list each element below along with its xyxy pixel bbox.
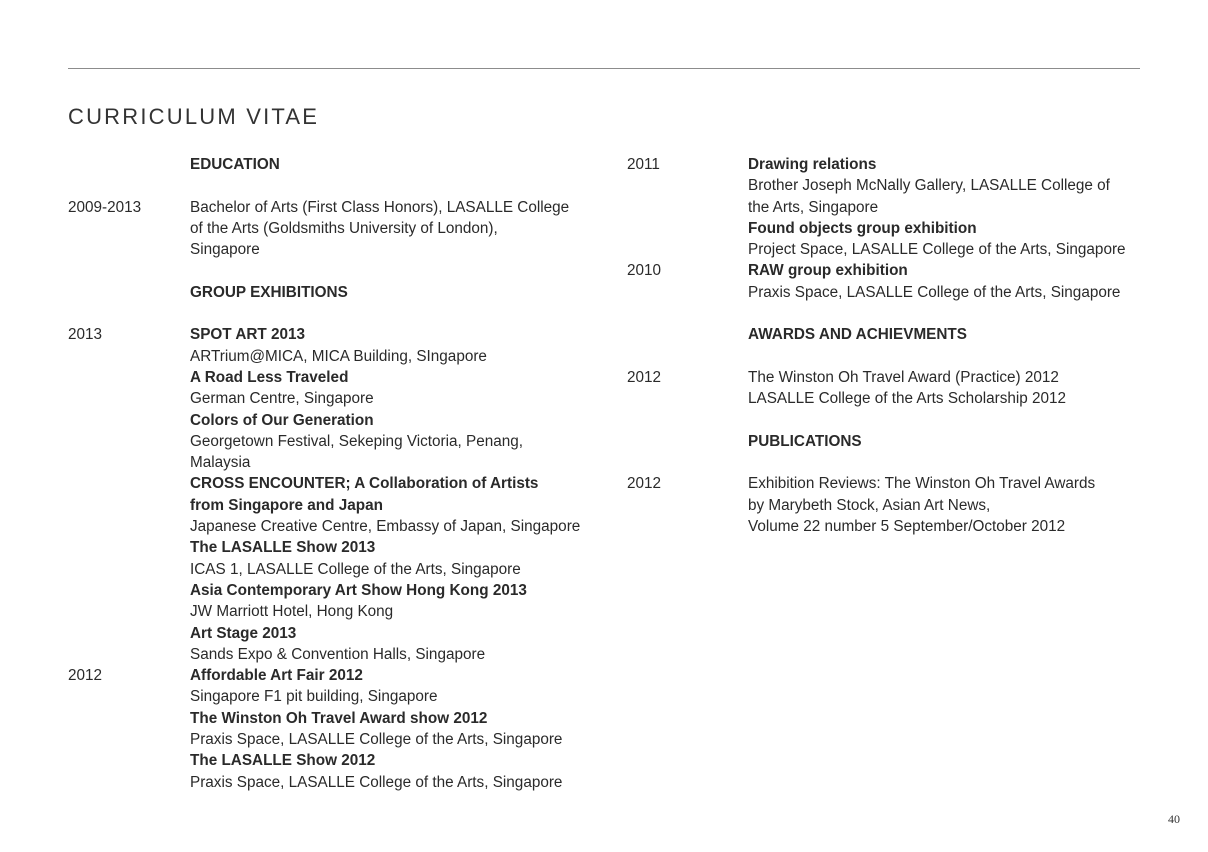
page-number: 40 bbox=[1168, 812, 1180, 826]
page-title: CURRICULUM VITAE bbox=[68, 104, 320, 129]
education-year: 2009-2013 bbox=[68, 198, 142, 216]
exhibition-venue: German Centre, Singapore bbox=[190, 390, 374, 408]
exhibition-entry bbox=[190, 473, 590, 537]
education-entry bbox=[68, 197, 628, 261]
exhibition-list bbox=[190, 324, 590, 665]
exhibition-title: Art Stage 2013 bbox=[190, 624, 297, 642]
exhibition-title: Asia Contemporary Art Show Hong Kong 2013 bbox=[190, 581, 527, 599]
exhibition-title: A Road Less Traveled bbox=[190, 368, 349, 386]
education-lines bbox=[190, 197, 590, 261]
exhibition-entry bbox=[190, 750, 590, 793]
exhibition-list bbox=[748, 260, 1168, 303]
exhibition-entry bbox=[190, 537, 590, 580]
exhibition-title: RAW group exhibition bbox=[748, 262, 908, 280]
education-heading-row bbox=[68, 154, 628, 175]
year-label: 2012 bbox=[68, 667, 103, 685]
awards-year: 2012 bbox=[627, 368, 662, 386]
exhibition-title: SPOT ART 2013 bbox=[190, 326, 306, 344]
text-line: The Winston Oh Travel Award (Practice) 2012 bbox=[748, 368, 1059, 386]
awards-lines bbox=[748, 367, 1168, 410]
publications-entry bbox=[627, 473, 1187, 537]
exhibition-venue: JW Marriott Hotel, Hong Kong bbox=[190, 603, 394, 621]
exhibition-title: from Singapore and Japan bbox=[190, 496, 383, 514]
awards-heading: AWARDS AND ACHIEVMENTS bbox=[748, 326, 967, 344]
publications-heading-row bbox=[627, 431, 1187, 452]
education-heading: EDUCATION bbox=[190, 156, 280, 173]
exhibition-title: Affordable Art Fair 2012 bbox=[190, 667, 363, 685]
text-line: Exhibition Reviews: The Winston Oh Travel Awards bbox=[748, 475, 1096, 493]
group-exhibitions-heading-row bbox=[68, 282, 628, 303]
exhibition-venue: Brother Joseph McNally Gallery, LASALLE College of bbox=[748, 177, 1110, 195]
top-divider bbox=[68, 68, 1140, 69]
exhibition-venue: Praxis Space, LASALLE College of the Arts, Singapore bbox=[748, 283, 1121, 301]
text-line: Volume 22 number 5 September/October 2012 bbox=[748, 518, 1066, 536]
exhibition-entry bbox=[190, 665, 590, 708]
exhibition-entry bbox=[190, 410, 590, 474]
exhibition-list bbox=[748, 154, 1168, 260]
exhibition-entry bbox=[748, 154, 1168, 218]
exhibition-venue: Singapore F1 pit building, Singapore bbox=[190, 688, 438, 706]
publications-heading: PUBLICATIONS bbox=[748, 432, 862, 450]
exhibition-list bbox=[190, 665, 590, 793]
awards-heading-row bbox=[627, 324, 1187, 345]
exhibition-entry bbox=[190, 324, 590, 367]
exhibition-title: Colors of Our Generation bbox=[190, 411, 374, 429]
exhibition-title: The LASALLE Show 2012 bbox=[190, 752, 376, 770]
exhibition-title: Drawing relations bbox=[748, 156, 877, 173]
exhibition-venue: ARTrium@MICA, MICA Building, SIngapore bbox=[190, 347, 487, 365]
year-group-2013 bbox=[68, 324, 628, 665]
exhibition-venue: the Arts, Singapore bbox=[748, 198, 879, 216]
exhibition-venue: ICAS 1, LASALLE College of the Arts, Singapore bbox=[190, 560, 521, 578]
year-group-2011 bbox=[627, 154, 1187, 260]
exhibition-title: Found objects group exhibition bbox=[748, 219, 977, 237]
year-group-2010 bbox=[627, 260, 1187, 303]
exhibition-venue: Malaysia bbox=[190, 454, 251, 472]
year-group-2012 bbox=[68, 665, 628, 793]
publications-year: 2012 bbox=[627, 475, 662, 493]
year-label: 2013 bbox=[68, 326, 103, 344]
group-exhibitions-heading: GROUP EXHIBITIONS bbox=[190, 283, 348, 301]
left-column bbox=[68, 154, 628, 793]
exhibition-venue: Praxis Space, LASALLE College of the Arts, Singapore bbox=[190, 731, 563, 749]
awards-entry bbox=[627, 367, 1187, 410]
exhibition-title: CROSS ENCOUNTER; A Collaboration of Artists bbox=[190, 475, 539, 493]
exhibition-entry bbox=[748, 218, 1168, 261]
exhibition-entry bbox=[748, 260, 1168, 303]
right-column bbox=[627, 154, 1187, 537]
exhibition-venue: Georgetown Festival, Sekeping Victoria, Penang, bbox=[190, 432, 524, 450]
text-line: by Marybeth Stock, Asian Art News, bbox=[748, 496, 991, 514]
exhibition-title: The LASALLE Show 2013 bbox=[190, 539, 376, 557]
text-line: LASALLE College of the Arts Scholarship 2012 bbox=[748, 390, 1067, 408]
exhibition-entry bbox=[190, 580, 590, 623]
exhibition-entry bbox=[190, 367, 590, 410]
text-line: Singapore bbox=[190, 241, 260, 259]
exhibition-venue: Praxis Space, LASALLE College of the Arts, Singapore bbox=[190, 773, 563, 791]
exhibition-entry bbox=[190, 623, 590, 666]
exhibition-entry bbox=[190, 708, 590, 751]
exhibition-venue: Project Space, LASALLE College of the Arts, Singapore bbox=[748, 241, 1126, 259]
exhibition-venue: Japanese Creative Centre, Embassy of Japan, Singapore bbox=[190, 518, 581, 536]
text-line: of the Arts (Goldsmiths University of London), bbox=[190, 219, 498, 237]
text-line: Bachelor of Arts (First Class Honors), LASALLE College bbox=[190, 198, 570, 216]
exhibition-venue: Sands Expo & Convention Halls, Singapore bbox=[190, 645, 486, 663]
exhibition-title: The Winston Oh Travel Award show 2012 bbox=[190, 709, 488, 727]
year-label: 2011 bbox=[627, 156, 660, 173]
publications-lines bbox=[748, 473, 1168, 537]
year-label: 2010 bbox=[627, 262, 662, 280]
